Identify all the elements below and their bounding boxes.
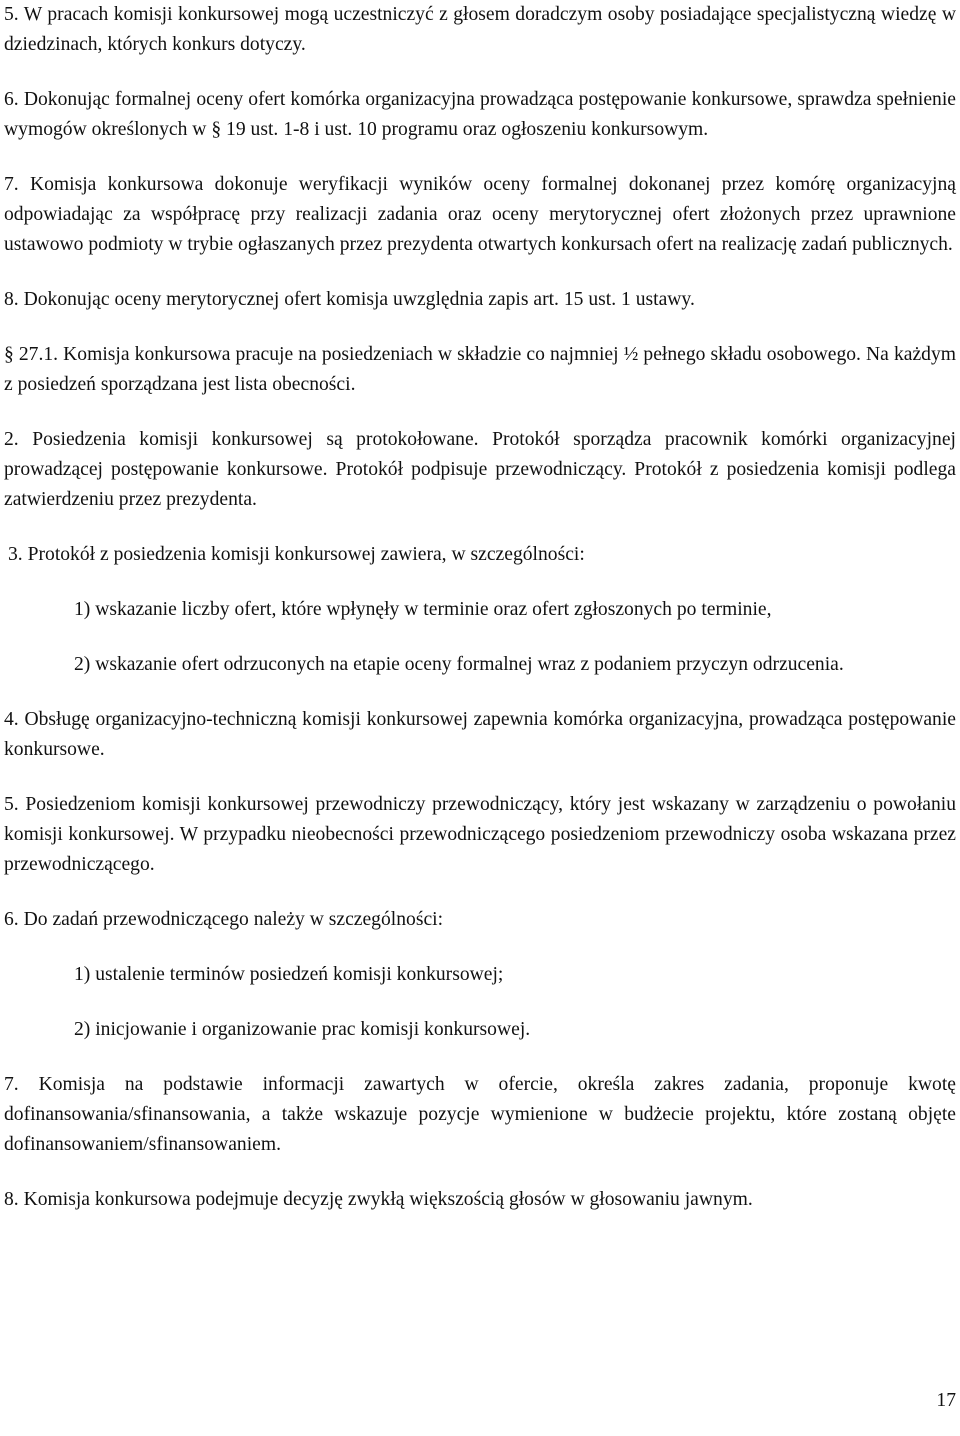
page-number: 17 (936, 1390, 956, 1411)
list-item: 2) wskazanie ofert odrzuconych na etapie oceny formalnej wraz z podaniem przyczyn odrzucenia. (74, 654, 844, 675)
section-27-paragraph-7: 7. Komisja na podstawie informacji zawartych w ofercie, określa zakres zadania, proponuje kwotę dofinansowania/sfinansowania, a także wskazuje pozycje wymienione w budżecie projektu, które zostaną objęte dofinansowaniem/sfinansowaniem. (4, 1074, 956, 1155)
paragraph-8: 8. Dokonując oceny merytorycznej ofert komisja uwzględnia zapis art. 15 ust. 1 ustawy. (4, 289, 695, 310)
paragraph-7: 7. Komisja konkursowa dokonuje weryfikacji wyników oceny formalnej dokonanej przez komórę organizacyjną odpowiadając za współpracę przy realizacji zadania oraz oceny merytorycznej ofert złożonych przez uprawnione ustawowo podmioty w trybie ogłaszanych przez prezydenta otwartych konkursach ofert na realizację zadań publicznych. (4, 174, 956, 255)
section-27-paragraph-4: 4. Obsługę organizacyjno-techniczną komisji konkursowej zapewnia komórka organizacyjna, prowadząca postępowanie konkursowe. (4, 709, 956, 760)
paragraph-5: 5. W pracach komisji konkursowej mogą uczestniczyć z głosem doradczym osoby posiadające specjalistyczną wiedzę w dziedzinach, których konkurs dotyczy. (4, 4, 956, 55)
section-27-paragraph-8: 8. Komisja konkursowa podejmuje decyzję zwykłą większością głosów w głosowaniu jawnym. (4, 1189, 753, 1210)
section-27-paragraph-6: 6. Do zadań przewodniczącego należy w szczególności: (4, 909, 444, 930)
section-27-paragraph-2: 2. Posiedzenia komisji konkursowej są protokołowane. Protokół sporządza pracownik komórki organizacyjnej prowadzącej postępowanie konkursowe. Protokół podpisuje przewodniczący. Protokół z posiedzenia komisji podlega zatwierdzeniu przez prezydenta. (4, 429, 956, 510)
document-page (4, 0, 956, 1240)
section-27-paragraph-1: § 27.1. Komisja konkursowa pracuje na posiedzeniach w składzie co najmniej ½ pełnego składu osobowego. Na każdym z posiedzeń sporządzana jest lista obecności. (4, 344, 956, 395)
section-27-paragraph-3: 3. Protokół z posiedzenia komisji konkursowej zawiera, w szczególności: (8, 544, 585, 565)
paragraph-6: 6. Dokonując formalnej oceny ofert komórka organizacyjna prowadząca postępowanie konkursowe, sprawdza spełnienie wymogów określonych w § 19 ust. 1-8 i ust. 10 programu oraz ogłoszeniu konkursowym. (4, 89, 956, 140)
list-item: 2) inicjowanie i organizowanie prac komisji konkursowej. (74, 1019, 531, 1040)
section-27-paragraph-5: 5. Posiedzeniom komisji konkursowej przewodniczy przewodniczący, który jest wskazany w zarządzeniu o powołaniu komisji konkursowej. W przypadku nieobecności przewodniczącego posiedzeniom przewodniczy osoba wskazana przez przewodniczącego. (4, 794, 956, 875)
list-item: 1) ustalenie terminów posiedzeń komisji konkursowej; (74, 964, 504, 985)
list-item: 1) wskazanie liczby ofert, które wpłynęły w terminie oraz ofert zgłoszonych po terminie, (74, 599, 772, 620)
